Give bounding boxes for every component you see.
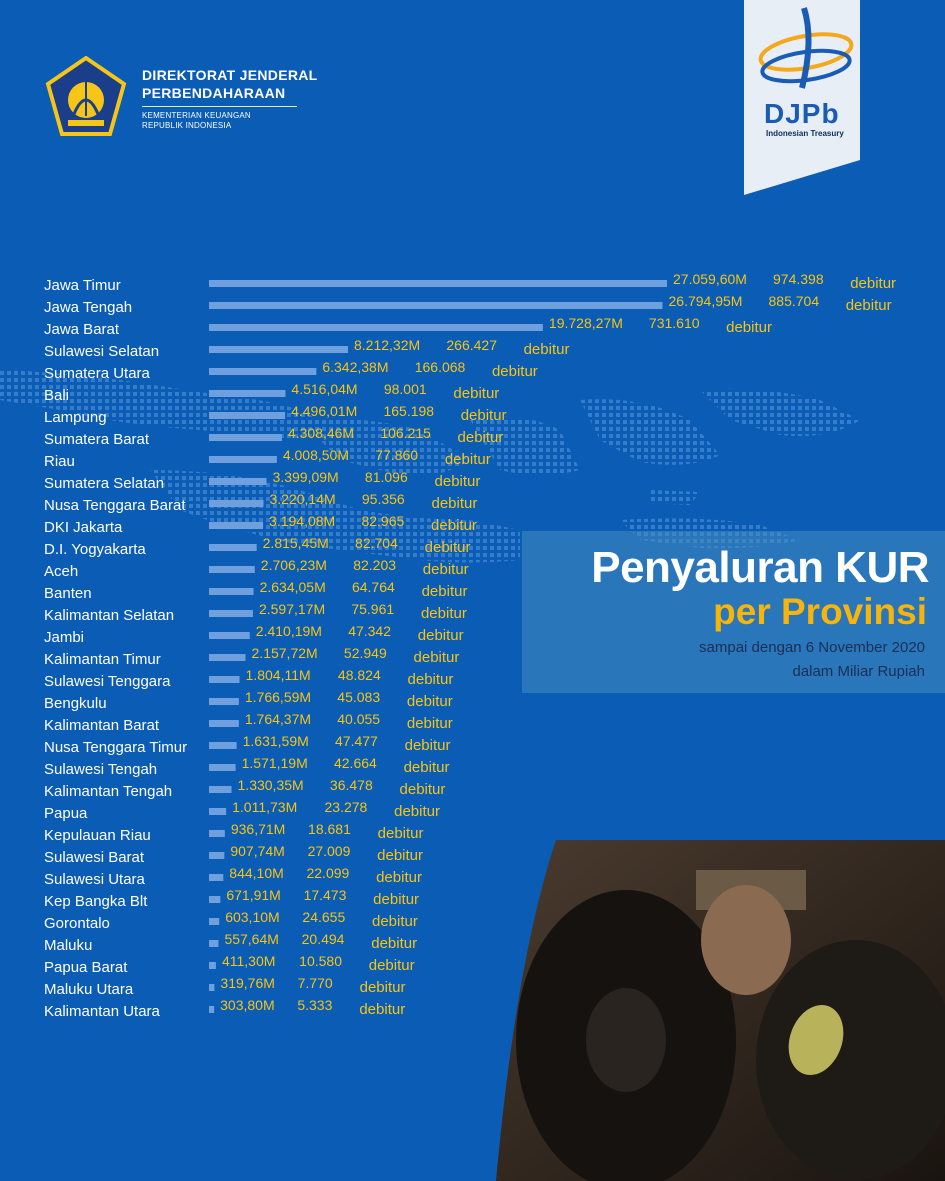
debtor-count-label: 7.770 (297, 975, 333, 991)
debtor-count-label: 5.333 (297, 997, 333, 1013)
chart-subtitle: per Provinsi (713, 591, 927, 632)
value-label: 1.571,19M (241, 755, 308, 771)
debtor-unit-label: debitur (399, 781, 446, 798)
debtor-count-label: 42.664 (333, 755, 377, 771)
value-label: 319,76M (220, 975, 275, 991)
debtor-count-label: 82.965 (361, 513, 405, 529)
debtor-count-label: 81.096 (364, 469, 408, 485)
category-label: Kalimantan Barat (44, 717, 160, 734)
category-label: Sulawesi Tengah (44, 761, 158, 778)
category-label: Kep Bangka Blt (44, 893, 148, 910)
bar (209, 918, 219, 925)
value-label: 26.794,95M (668, 293, 743, 309)
category-label: Kalimantan Selatan (44, 607, 175, 624)
value-label: 557,64M (224, 931, 279, 947)
debtor-unit-label: debitur (368, 957, 415, 974)
org-name-line2: PERBENDAHARAAN (142, 85, 286, 101)
debtor-count-label: 64.764 (351, 579, 395, 595)
unit-note: dalam Miliar Rupiah (792, 663, 925, 680)
debtor-unit-label: debitur (403, 759, 450, 776)
bar (209, 588, 254, 595)
category-label: DKI Jakarta (44, 519, 123, 536)
bar (209, 1006, 214, 1013)
bar (209, 940, 218, 947)
category-label: Kalimantan Timur (44, 651, 161, 668)
debtor-count-label: 82.203 (353, 557, 397, 573)
category-label: Kalimantan Tengah (44, 783, 173, 800)
category-label: Gorontalo (44, 915, 110, 932)
debtor-unit-label: debitur (850, 275, 897, 292)
debtor-unit-label: debitur (407, 671, 454, 688)
value-label: 1.804,11M (245, 667, 311, 683)
org-name-line1: DIREKTORAT JENDERAL (142, 67, 318, 83)
debtor-count-label: 98.001 (383, 381, 427, 397)
debtor-count-label: 47.342 (348, 623, 392, 639)
value-label: 1.631,59M (242, 733, 309, 749)
category-label: Sumatera Utara (44, 365, 150, 382)
debtor-unit-label: debitur (406, 693, 453, 710)
value-label: 1.011,73M (232, 799, 298, 815)
category-label: Sumatera Selatan (44, 475, 165, 492)
bar (209, 544, 257, 551)
category-label: Lampung (44, 409, 107, 426)
bar (209, 434, 282, 441)
bar (209, 280, 667, 287)
value-label: 2.410,19M (255, 623, 322, 639)
value-label: 907,74M (230, 843, 285, 859)
debtor-count-label: 17.473 (303, 887, 347, 903)
category-label: Sulawesi Tenggara (44, 673, 171, 690)
debtor-count-label: 75.961 (351, 601, 395, 617)
bar (209, 412, 285, 419)
category-label: Maluku Utara (44, 981, 134, 998)
bar (209, 984, 214, 991)
debtor-count-label: 974.398 (773, 271, 824, 287)
chart-title: Penyaluran KUR (591, 543, 929, 592)
bar (209, 500, 264, 507)
category-label: Aceh (44, 563, 79, 580)
debtor-count-label: 36.478 (329, 777, 373, 793)
debtor-count-label: 22.099 (306, 865, 350, 881)
debtor-count-label: 95.356 (361, 491, 405, 507)
category-label: D.I. Yogyakarta (44, 541, 146, 558)
bar (209, 676, 240, 683)
category-label: Maluku (44, 937, 93, 954)
category-label: Papua (44, 805, 88, 822)
bar (209, 698, 239, 705)
debtor-unit-label: debitur (394, 803, 440, 820)
category-label: Bengkulu (44, 695, 107, 712)
value-label: 2.815,45M (262, 535, 329, 551)
bar (209, 830, 225, 837)
debtor-unit-label: debitur (413, 649, 460, 666)
value-label: 303,80M (220, 997, 275, 1013)
debtor-count-label: 266.427 (446, 337, 498, 353)
bar (209, 654, 246, 661)
bar (209, 874, 223, 881)
bar (209, 302, 663, 309)
bar (209, 478, 267, 485)
debtor-unit-label: debitur (373, 891, 420, 908)
debtor-count-label: 52.949 (343, 645, 387, 661)
bar (209, 610, 253, 617)
value-label: 2.706,23M (260, 557, 327, 573)
debtor-unit-label: debitur (377, 825, 424, 842)
value-label: 6.342,38M (322, 359, 389, 375)
value-label: 603,10M (225, 909, 280, 925)
category-label: Jawa Tengah (44, 299, 133, 316)
debtor-unit-label: debitur (377, 847, 424, 864)
debtor-unit-label: debitur (359, 979, 406, 996)
date-note: sampai dengan 6 November 2020 (699, 639, 925, 656)
debtor-unit-label: debitur (371, 935, 418, 952)
value-label: 4.516,04M (291, 381, 358, 397)
debtor-count-label: 731.610 (648, 315, 700, 331)
value-label: 4.496,01M (291, 403, 358, 419)
value-label: 671,91M (226, 887, 281, 903)
bar (209, 764, 236, 771)
category-label: Nusa Tenggara Barat (44, 497, 186, 514)
debtor-unit-label: debitur (422, 561, 469, 578)
value-label: 2.597,17M (258, 601, 326, 617)
debtor-unit-label: debitur (726, 319, 772, 336)
category-label: Papua Barat (44, 959, 128, 976)
bar (209, 786, 232, 793)
category-label: Sulawesi Barat (44, 849, 145, 866)
bar (209, 742, 237, 749)
bar (209, 852, 224, 859)
bar (209, 346, 348, 353)
debtor-count-label: 47.477 (335, 733, 378, 749)
debtor-unit-label: debitur (376, 869, 422, 886)
value-label: 936,71M (230, 821, 286, 837)
value-label: 2.634,05M (259, 579, 326, 595)
debtor-count-label: 48.824 (337, 667, 381, 683)
debtor-unit-label: debitur (523, 341, 570, 358)
debtor-unit-label: debitur (453, 385, 500, 402)
bar (209, 324, 543, 331)
category-label: Sulawesi Utara (44, 871, 145, 888)
value-label: 3.220,14M (269, 491, 336, 507)
value-label: 1.330,35M (237, 777, 304, 793)
bar (209, 962, 216, 969)
value-label: 19.728,27M (548, 315, 623, 331)
bar (209, 566, 255, 573)
value-label: 411,30M (221, 953, 276, 969)
category-label: Banten (44, 585, 92, 602)
debtor-unit-label: debitur (359, 1001, 406, 1018)
debtor-unit-label: debitur (421, 583, 468, 600)
debtor-count-label: 885.704 (768, 293, 820, 309)
debtor-unit-label: debitur (431, 495, 478, 512)
debtor-count-label: 40.055 (337, 711, 381, 727)
category-label: Jawa Barat (44, 321, 120, 338)
debtor-unit-label: debitur (406, 715, 453, 732)
debtor-unit-label: debitur (457, 429, 504, 446)
bar (209, 390, 285, 397)
category-label: Riau (44, 453, 75, 470)
debtor-count-label: 165.198 (383, 403, 435, 419)
debtor-count-label: 106.215 (380, 425, 431, 441)
debtor-count-label: 23.278 (324, 799, 368, 815)
bar (209, 522, 263, 529)
country-name: REPUBLIK INDONESIA (142, 121, 232, 130)
value-label: 27.059,60M (673, 271, 747, 287)
debtor-count-label: 20.494 (301, 931, 345, 947)
category-label: Jawa Timur (44, 277, 121, 294)
debtor-count-label: 77.860 (375, 447, 419, 463)
bar (209, 456, 277, 463)
debtor-count-label: 45.083 (337, 689, 381, 705)
value-label: 3.399,09M (272, 469, 339, 485)
value-label: 844,10M (229, 865, 284, 881)
debtor-unit-label: debitur (424, 539, 471, 556)
debtor-unit-label: debitur (420, 605, 467, 622)
bar (209, 808, 226, 815)
category-label: Nusa Tenggara Timur (44, 739, 188, 756)
bar (209, 632, 250, 639)
bar (209, 368, 316, 375)
bar (209, 720, 239, 727)
category-label: Sulawesi Selatan (44, 343, 160, 360)
value-label: 2.157,72M (251, 645, 318, 661)
debtor-unit-label: debitur (444, 451, 491, 468)
debtor-unit-label: debitur (460, 407, 507, 424)
category-label: Kalimantan Utara (44, 1003, 160, 1020)
debtor-count-label: 10.580 (299, 953, 342, 969)
category-label: Jambi (44, 629, 85, 646)
djpb-subtitle: Indonesian Treasury (766, 129, 844, 138)
debtor-unit-label: debitur (845, 297, 892, 314)
value-label: 4.008,50M (282, 447, 350, 463)
djpb-logo-text: DJPb (764, 98, 840, 129)
category-label: Kepulauan Riau (44, 827, 151, 844)
debtor-count-label: 166.068 (414, 359, 466, 375)
ministry-name: KEMENTERIAN KEUANGAN (142, 111, 251, 120)
value-label: 1.764,37M (244, 711, 312, 727)
debtor-count-label: 24.655 (302, 909, 346, 925)
value-label: 3.194,08M (269, 513, 336, 529)
debtor-unit-label: debitur (431, 517, 477, 534)
debtor-unit-label: debitur (491, 363, 538, 380)
debtor-count-label: 27.009 (307, 843, 351, 859)
debtor-count-label: 18.681 (308, 821, 351, 837)
debtor-unit-label: debitur (434, 473, 481, 490)
category-label: Bali (44, 387, 70, 404)
debtor-unit-label: debitur (372, 913, 418, 930)
value-label: 8.212,32M (353, 337, 421, 353)
debtor-count-label: 82.704 (355, 535, 398, 551)
value-label: 1.766,59M (244, 689, 312, 705)
value-label: 4.308,46M (287, 425, 355, 441)
bar (209, 896, 220, 903)
category-label: Sumatera Barat (44, 431, 150, 448)
debtor-unit-label: debitur (404, 737, 451, 754)
debtor-unit-label: debitur (417, 627, 464, 644)
